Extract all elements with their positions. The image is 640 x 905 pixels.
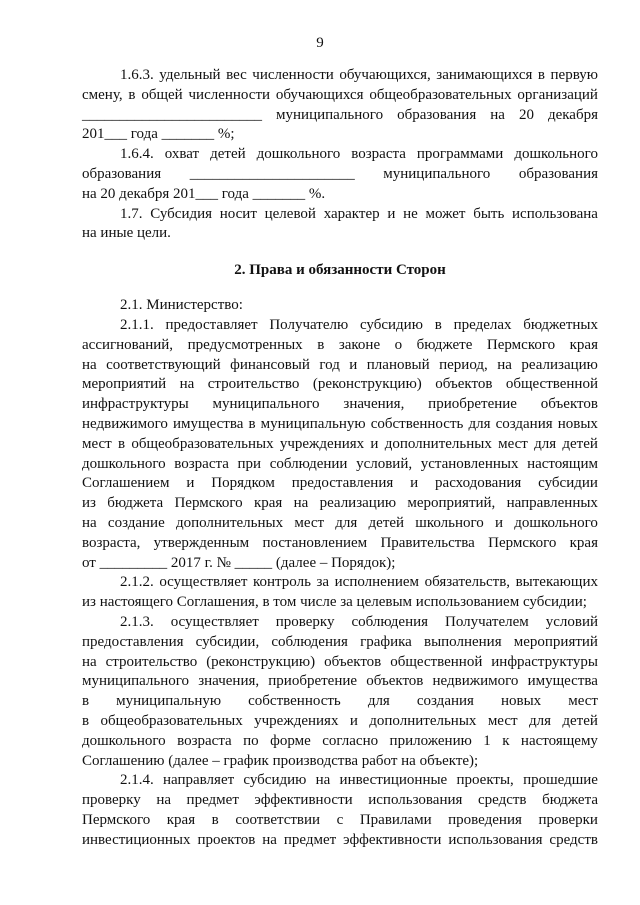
word: образования [397, 106, 477, 123]
paragraph-1-6-4-line [82, 165, 598, 185]
word: детей [210, 146, 246, 163]
word: новых [557, 415, 598, 432]
word: Правительства [380, 534, 475, 551]
word: вытекающих [515, 574, 598, 591]
word: условий, [356, 455, 413, 472]
word: учреждениях [279, 435, 365, 452]
paragraph-2-1-3-line [82, 653, 598, 673]
word: субсидию [243, 772, 307, 789]
paragraph-1-7-line: на иные цели. [82, 225, 171, 242]
word: целевой [264, 205, 316, 222]
word: для [335, 514, 358, 531]
paragraph-2-1-2-line [82, 573, 598, 593]
word: условий [545, 613, 598, 630]
word: муниципальную [116, 693, 222, 710]
word: в [211, 811, 219, 828]
word: использования [368, 792, 463, 809]
word: проверку [82, 792, 141, 809]
word: может [425, 205, 466, 222]
paragraph-2-1-2-line: из настоящего Соглашения, в том числе за целевым использованием субсидии; [82, 594, 587, 611]
word: на [179, 376, 195, 393]
word: постановлением [262, 534, 368, 551]
word: дополнительных [384, 435, 492, 452]
word: Получателю [269, 316, 349, 333]
word: дошкольного [256, 146, 341, 163]
paragraph-2-1-4-line [82, 831, 598, 851]
word: обучающихся, [339, 67, 431, 83]
word: проведения [448, 811, 522, 828]
paragraph-1-6-4-line: на 20 декабря 201___ года _______ %. [82, 185, 326, 202]
word: форме [270, 732, 311, 749]
word: объектов [435, 376, 493, 393]
word: быть [473, 205, 505, 222]
word: бюджетных [523, 316, 598, 333]
word: новых [500, 693, 542, 710]
word: муниципального [82, 673, 190, 690]
word: на [490, 106, 505, 123]
word: в [82, 712, 90, 729]
word: возраста, [82, 534, 141, 551]
word: инфраструктуры [491, 653, 598, 670]
word: соответствующий [106, 356, 221, 373]
paragraph-2-1-1-line [82, 336, 598, 356]
word: эффективности [254, 792, 353, 809]
paragraph-2-1-1-line [82, 435, 598, 455]
word: из [82, 495, 96, 512]
word: ассигнований, [82, 336, 174, 353]
word: 2.1.1. [120, 316, 154, 333]
word: мест [498, 435, 528, 452]
word: осуществляет [159, 574, 248, 591]
word: согласно [322, 732, 379, 749]
word: дошкольного [82, 455, 166, 472]
word: удельный [159, 67, 221, 83]
word: имущества [527, 673, 598, 690]
word: в [317, 336, 325, 353]
word: образования [82, 165, 162, 182]
word: края [166, 811, 196, 828]
word: детей [562, 435, 598, 452]
word: и [186, 475, 195, 492]
word: приобретение [428, 396, 517, 413]
word: на [82, 653, 97, 670]
word: объектов [540, 396, 598, 413]
word: контроль [253, 574, 311, 591]
word: детей [562, 712, 598, 729]
word: смену, [82, 86, 123, 103]
paragraph-2-1-1-line [82, 474, 598, 494]
word: направленных [506, 495, 598, 512]
word: приложению [389, 732, 472, 749]
word: средств [477, 792, 527, 809]
word: мероприятий [82, 376, 167, 393]
word: недвижимого [82, 415, 168, 432]
word: характер [323, 205, 380, 222]
paragraph-1-6-3-line [82, 106, 598, 126]
word: 1.7. [120, 205, 143, 222]
word: предоставления [82, 633, 184, 650]
word: дошкольного [514, 514, 598, 531]
word: проектов [197, 831, 256, 848]
word: общеобразовательных [369, 86, 512, 103]
word: для [367, 693, 390, 710]
word: объектов [366, 673, 424, 690]
word: декабря [547, 106, 598, 123]
word: Соглашением [82, 475, 170, 492]
word: на [82, 514, 97, 531]
paragraph-2-1-4-line [82, 811, 598, 831]
word: значения, [198, 673, 260, 690]
word: реализацию [319, 495, 397, 512]
word: создание [107, 514, 165, 531]
word: (реконструкцию) [206, 653, 316, 670]
word: средств [549, 831, 598, 848]
word: прошедшие [523, 772, 598, 789]
word: инвестиционные [339, 772, 448, 789]
paragraph-2-1-1-line [82, 356, 598, 376]
paragraph-2-1-1-line: от _________ 2017 г. № _____ (далее – Порядок); [82, 554, 396, 571]
document-body [82, 66, 598, 850]
word: настоящим [527, 455, 598, 472]
word: законе [338, 336, 381, 353]
word: общественной [390, 653, 483, 670]
word: финансовый [230, 356, 310, 373]
word: утвержденным [153, 534, 250, 551]
word: значения, [343, 396, 405, 413]
word: имущества [173, 415, 244, 432]
word: для [468, 415, 491, 432]
paragraph-2-1-1-line [82, 395, 598, 415]
word: и [349, 712, 358, 729]
word: мест [82, 435, 112, 452]
paragraph-1-6-3-line: 201___ года _______ %; [82, 126, 235, 143]
paragraph-2-1-1-line [82, 316, 598, 336]
word: мест [487, 712, 518, 729]
word: осуществляет [170, 613, 259, 630]
word: общеобразовательных [100, 712, 243, 729]
word: занимающихся [436, 67, 533, 83]
paragraph-1-6-3-line [82, 66, 598, 86]
word: 20 [518, 106, 534, 123]
word: объектов [324, 653, 382, 670]
paragraph-2-1-3-line: Соглашению (далее – график производства работ на объекте); [82, 752, 479, 769]
word: предмет [283, 831, 337, 848]
word: в [434, 316, 442, 333]
word: 2.1.2. [120, 574, 154, 591]
paragraph-1-7-line [82, 205, 598, 225]
word: и [495, 514, 504, 531]
paragraph-2-1-4-line [82, 771, 598, 791]
word: с [336, 811, 344, 828]
word: проверку [275, 613, 335, 630]
word: в [128, 86, 136, 103]
word: на [82, 356, 97, 373]
word: предоставления [291, 475, 394, 492]
word: программами [416, 146, 504, 163]
word: эффективности [343, 831, 442, 848]
paragraph-2-1-3-line [82, 712, 598, 732]
word: носит [219, 205, 257, 222]
word: муниципального [383, 165, 491, 182]
word: и [370, 435, 379, 452]
word: в [82, 693, 90, 710]
word: в [118, 435, 126, 452]
word: в [248, 415, 256, 432]
word: на [262, 831, 277, 848]
word: к [502, 732, 510, 749]
word: строительство [105, 653, 198, 670]
word: соблюдении [269, 455, 348, 472]
word: первую [550, 67, 598, 83]
paragraph-2-1-1-line [82, 534, 598, 554]
paragraph-2-1-1-line [82, 514, 598, 534]
word: соблюдения [351, 613, 429, 630]
word: инфраструктуры [82, 396, 189, 413]
word: проекты, [456, 772, 514, 789]
word: пределах [453, 316, 512, 333]
word: субсидии [538, 475, 598, 492]
word: мероприятий [513, 633, 598, 650]
paragraph-2-1-3-line [82, 672, 598, 692]
paragraph-1-6-4-line [82, 145, 598, 165]
word: мероприятий, [407, 495, 496, 512]
word: вес [226, 67, 247, 83]
word: приобретение [268, 673, 358, 690]
word: соответствии [235, 811, 321, 828]
word: численности [188, 86, 271, 103]
word: установленных [420, 455, 519, 472]
word: возраста [174, 455, 229, 472]
word: возраста [351, 146, 406, 163]
word: организаций [517, 86, 598, 103]
word: дошкольного [514, 146, 598, 163]
word: год [319, 356, 340, 373]
word: края [253, 495, 283, 512]
word: строительство [207, 376, 300, 393]
word: мест [568, 693, 598, 710]
word: на [315, 772, 331, 789]
word: о [394, 336, 403, 353]
word: для [528, 712, 551, 729]
word: бюджета [107, 495, 164, 512]
word: выполнения [423, 633, 502, 650]
page-number: 9 [316, 35, 324, 51]
word: возраста [177, 732, 232, 749]
word: в [537, 67, 545, 83]
paragraph-2-1-1-line [82, 455, 598, 475]
word: 1 [483, 732, 491, 749]
word: недвижимого [432, 673, 519, 690]
word: реализацию [521, 356, 598, 373]
word: муниципального [212, 396, 320, 413]
word: ______________________ [189, 165, 355, 182]
word: на [156, 792, 171, 809]
word: субсидию [359, 316, 423, 333]
word: исполнением [334, 574, 420, 591]
paragraph-2-1-line: 2.1. Министерство: [120, 297, 243, 314]
word: детей [368, 514, 405, 531]
paragraph-2-1-1-line [82, 415, 598, 435]
word: обучающихся [275, 86, 364, 103]
word: и [410, 475, 419, 492]
word: ________________________ [82, 106, 262, 123]
word: предоставляет [165, 316, 258, 333]
word: создания [416, 693, 474, 710]
word: собственность [370, 415, 464, 432]
word: на [293, 495, 309, 512]
word: бюджета [542, 792, 598, 809]
word: 2.1.4. [120, 772, 154, 789]
word: Субсидия [150, 205, 213, 222]
paragraph-2-1-1-line [82, 375, 598, 395]
word: субсидии, [195, 633, 260, 650]
word: охват [164, 146, 200, 163]
paragraph-2-1-3-line [82, 613, 598, 633]
word: инвестиционных [82, 831, 191, 848]
word: соблюдения [271, 633, 348, 650]
word: 1.6.3. [120, 67, 154, 83]
word: направляет [163, 772, 235, 789]
word: края [569, 336, 598, 353]
word: дополнительных [369, 712, 477, 729]
word: дополнительных [175, 514, 284, 531]
word: муниципальную [260, 415, 366, 432]
word: расходования [435, 475, 522, 492]
word: образования [518, 165, 598, 182]
word: школьного [415, 514, 484, 531]
word: плановый [366, 356, 430, 373]
word: края [569, 534, 598, 551]
word: использована [512, 205, 598, 222]
paragraph-1-6-3-line [82, 86, 598, 106]
word: 2.1.3. [120, 613, 154, 630]
word: Пермского [174, 495, 243, 512]
word: 1.6.4. [120, 146, 154, 163]
word: мест [294, 514, 325, 531]
word: обязательств, [424, 574, 511, 591]
word: собственность [248, 693, 341, 710]
word: период, [439, 356, 488, 373]
paragraph-2-1-3-line [82, 732, 598, 752]
word: дошкольного [82, 732, 166, 749]
word: не [403, 205, 418, 222]
word: и [387, 205, 396, 222]
word: за [316, 574, 330, 591]
word: по [243, 732, 259, 749]
word: Правилами [359, 811, 432, 828]
word: проверки [538, 811, 598, 828]
word: предмет [186, 792, 239, 809]
word: Получателем [444, 613, 529, 630]
paragraph-2-1-4-line [82, 791, 598, 811]
word: бюджете [416, 336, 473, 353]
word: на [497, 356, 512, 373]
word: Пермского [488, 534, 557, 551]
word: муниципального [276, 106, 384, 123]
word: численности [252, 67, 334, 83]
word: создания [495, 415, 553, 432]
section-heading: 2. Права и обязанности Сторон [234, 262, 446, 279]
paragraph-2-1-1-line [82, 494, 598, 514]
word: (реконструкцию) [312, 376, 422, 393]
word: общеобразовательных [131, 435, 274, 452]
word: Порядком [211, 475, 275, 492]
word: использования [448, 831, 543, 848]
word: для [534, 435, 557, 452]
word: и [349, 356, 358, 373]
word: общей [141, 86, 183, 103]
word: графика [360, 633, 412, 650]
word: при [237, 455, 262, 472]
paragraph-2-1-3-line [82, 633, 598, 653]
paragraph-2-1-3-line [82, 692, 598, 712]
word: настоящему [520, 732, 598, 749]
word: предусмотренных [187, 336, 303, 353]
word: учреждениях [254, 712, 339, 729]
word: Пермского [82, 811, 151, 828]
word: общественной [505, 376, 598, 393]
word: Пермского [486, 336, 556, 353]
